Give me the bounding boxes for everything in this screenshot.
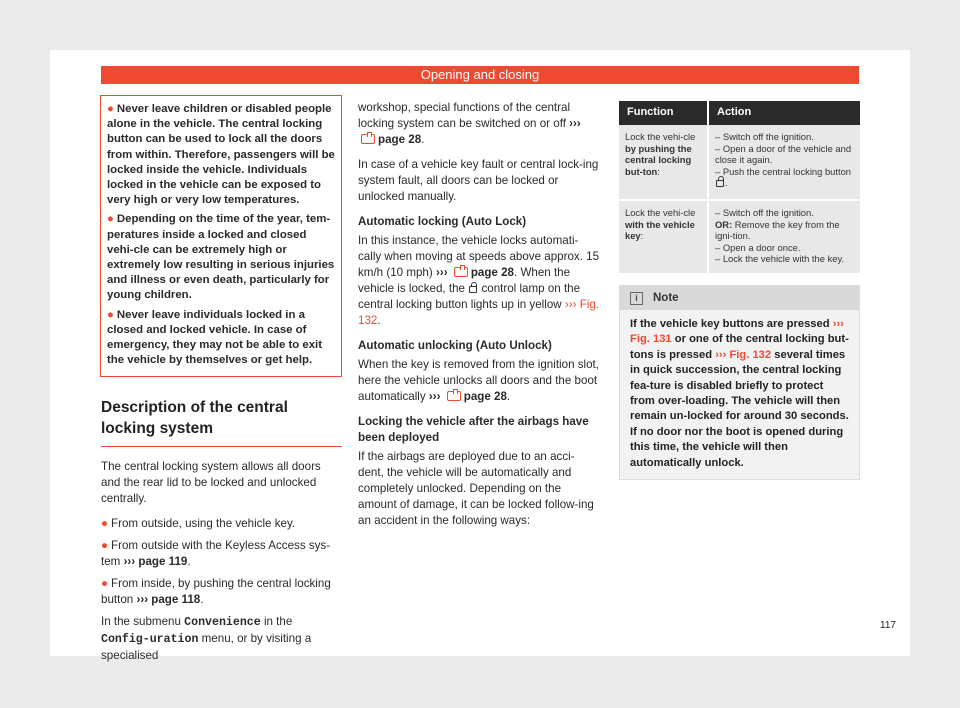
warning-item: ● Depending on the time of the year, tem-peratures inside a locked and closed vehi-cle can be extremely high or extremely low resulting in serious injuries and illness or even death, particularly for young children. [107,213,335,302]
column-left [101,95,342,673]
function-table [619,101,860,273]
note-body: If the vehicle key buttons are pressed ››› Fig. 131 or one of the central locking but-tons is pressed ››› Fig. 132 several times in quick succession, the central locking fea-ture is disabled briefly to protect from over-loading. The vehicle will then remain un-locked for around 30 seconds. If no door nor the boot is opened during this time, the vehicle will then automatically unlock. [630,318,849,469]
list-item: ● From inside, by pushing the central locking button ››› page 118. [101,577,331,607]
info-icon: i [630,292,643,305]
paragraph: In this instance, the vehicle locks automati-cally when moving at speeds above approx. 15 km/h (10 mph) ››› page 28. When the vehicle is locked, the control lamp on the central locking button lights up in yellow ››› Fig. 132. [358,234,600,327]
figure-link[interactable]: ››› Fig. 132 [715,348,772,361]
column-middle [358,100,600,538]
table-row [619,125,860,200]
paragraph: When the key is removed from the ignition slot, here the vehicle unlocks all doors and the boot automatically ››› page 28. [358,358,600,403]
bullet-icon: ● [101,517,109,531]
page-link[interactable]: ››› page 119 [123,555,188,569]
menu-name: Config-uration [101,633,199,647]
table-header-row [619,101,860,125]
bullet-icon: ● [101,539,109,553]
intro-paragraph: The central locking system allows all doors and the rear lid to be locked and unlocked centrally. [101,460,321,506]
menu-name: Convenience [184,616,261,630]
subheading: Automatic locking (Auto Lock) [358,215,527,228]
bullet-icon: ● [101,577,109,591]
list-item: ● From outside, using the vehicle key. [101,517,296,531]
table-cell: – Switch off the ignition. – Open a door of the vehicle and close it again. – Push the central locking button . [708,125,860,200]
bullet-icon: ● [107,308,114,321]
page-number: 117 [880,620,896,631]
warning-box [100,95,342,377]
table-row [619,200,860,273]
figure-link[interactable]: ››› Fig. 131 [630,318,844,346]
warning-item: ● Never leave children or disabled people alone in the vehicle. The central locking button can be used to lock all the doors from within. Therefore, passengers will be locked inside the vehicle. Individuals locked in the vehicle can be exposed to very high or very low temperatures. [107,103,335,207]
paragraph: workshop, special functions of the central locking system can be switched on or off ››› page 28. [358,101,581,146]
warning-item: ● Never leave individuals locked in a closed and locked vehicle. In case of emergency, they may not be able to exit the vehicle by themselves or get help. [107,308,323,367]
lock-icon [469,286,477,293]
book-icon [447,391,461,401]
page-link[interactable]: page 28 [470,266,514,279]
book-icon [454,267,468,277]
lock-icon [716,180,724,187]
column-header: Action [708,101,860,125]
page-link[interactable]: page 28 [378,133,422,146]
table-cell: Lock the vehi-cle by pushing the central locking but-ton: [619,125,708,200]
page-header: Opening and closing [101,66,859,84]
page-link[interactable]: ››› page 118 [136,593,201,607]
note-header: i Note [620,286,859,310]
paragraph: In case of a vehicle key fault or central lock-ing system fault, all doors can be locked or unlocked manually. [358,158,599,203]
table-cell: Lock the vehi-cle with the vehicle key: [619,200,708,273]
column-header: Function [619,101,708,125]
bullet-icon: ● [107,103,114,115]
book-icon [361,134,375,144]
paragraph: If the airbags are deployed due to an acci-dent, the vehicle will be automatically and completely unlocked. Depending on the amount of damage, it can be locked follow-ing an accident in the following ways: [358,450,594,527]
table-cell: – Switch off the ignition. OR: Remove the key from the igni-tion. – Open a door once. – Lock the vehicle with the key. [708,200,860,273]
figure-link[interactable]: ››› Fig. 132 [358,298,600,327]
subheading: Automatic unlocking (Auto Unlock) [358,339,552,352]
page-link[interactable]: page 28 [463,390,507,403]
submenu-paragraph: In the submenu Convenience in the Config-uration menu, or by visiting a specialised [101,615,312,663]
section-heading: Description of the central locking system [101,397,342,447]
note-box [619,285,860,480]
list-item: ● From outside with the Keyless Access sys-tem ››› page 119. [101,539,331,569]
column-right [619,101,860,480]
bullet-icon: ● [107,213,114,226]
subheading: Locking the vehicle after the airbags have been deployed [358,415,589,444]
